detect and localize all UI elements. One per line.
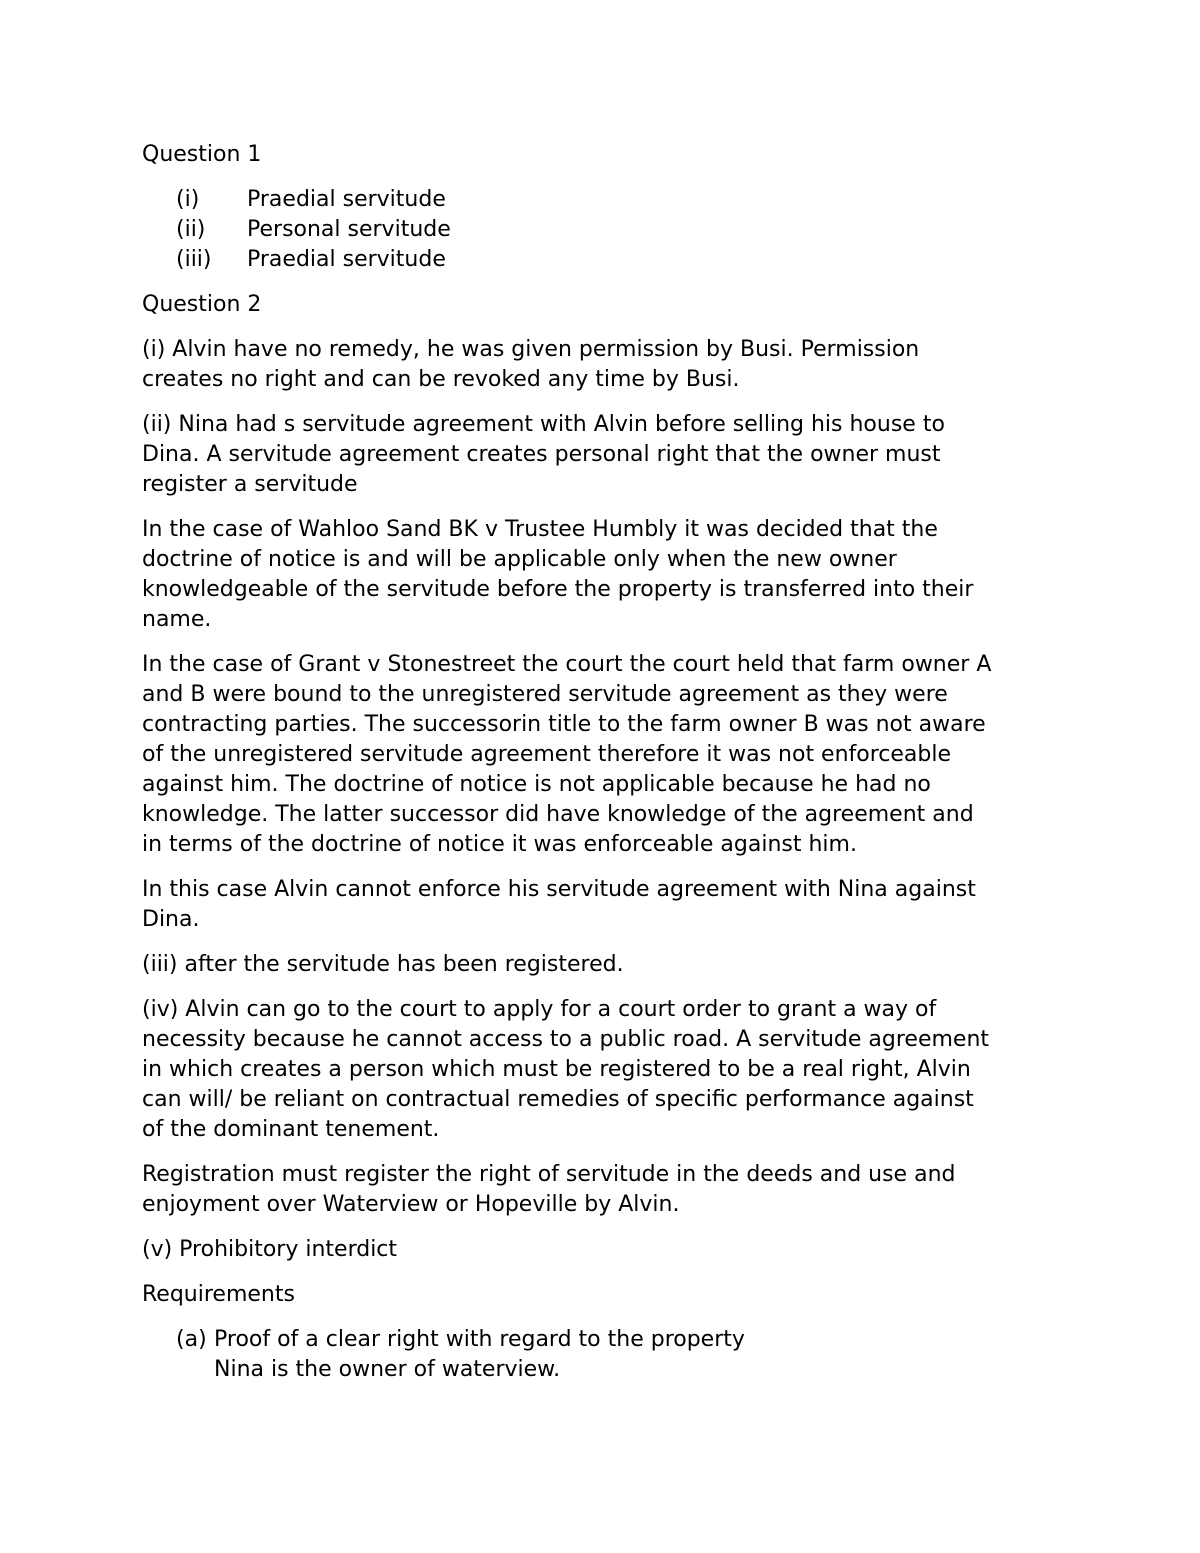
question-2-heading: Question 2 <box>142 292 262 317</box>
question-1-list <box>142 185 1072 275</box>
document-content <box>142 140 1072 1385</box>
list-marker: (ii) <box>176 217 206 242</box>
requirements-heading: Requirements <box>142 1282 295 1307</box>
list-marker: (a) <box>176 1327 207 1352</box>
list-item-text: Praedial servitude <box>247 247 446 272</box>
paragraph-q2-i: (i) Alvin have no remedy, he was given permission by Busi. Permission creates no right and can be revoked any time by Busi. <box>142 337 920 392</box>
paragraph-q2-iii: (iii) after the servitude has been registered. <box>142 952 624 977</box>
list-item-text: Personal servitude <box>247 217 451 242</box>
question-1-heading: Question 1 <box>142 142 262 167</box>
list-item <box>142 215 1072 245</box>
paragraph-conclusion: In this case Alvin cannot enforce his servitude agreement with Nina against Dina. <box>142 877 976 932</box>
paragraph-q2-iv: (iv) Alvin can go to the court to apply for a court order to grant a way of necessity because he cannot access to a public road. A servitude agreement in which creates a person which must be registered to be a real right, Alvin can will/ be reliant on contractual remedies of specific performance against of the dominant tenement. <box>142 997 990 1142</box>
list-marker: (iii) <box>176 247 212 272</box>
list-marker: (i) <box>176 187 200 212</box>
requirements-list <box>142 1325 1072 1385</box>
list-item-text: Praedial servitude <box>247 187 446 212</box>
paragraph-registration: Registration must register the right of servitude in the deeds and use and enjoyment over Waterview or Hopeville by Alvin. <box>142 1162 956 1217</box>
list-item <box>142 1325 1072 1385</box>
paragraph-wahloo-case: In the case of Wahloo Sand BK v Trustee Humbly it was decided that the doctrine of notice is and will be applicable only when the new owner knowledgeable of the servitude before the property is transferred into their name. <box>142 517 974 632</box>
paragraph-grant-case: In the case of Grant v Stonestreet the court the court held that farm owner A and B were bound to the unregistered servitude agreement as they were contracting parties. The successorin title to the farm owner B was not aware of the unregistered servitude agreement therefore it was not enforceable against him. The doctrine of notice is not applicable because he had no knowledge. The latter successor did have knowledge of the agreement and in terms of the doctrine of notice it was enforceable against him. <box>142 652 992 857</box>
paragraph-q2-ii: (ii) Nina had s servitude agreement with Alvin before selling his house to Dina. A servitude agreement creates personal right that the owner must register a servitude <box>142 412 945 497</box>
list-item <box>142 245 1072 275</box>
list-item <box>142 185 1072 215</box>
paragraph-q2-v: (v) Prohibitory interdict <box>142 1237 398 1262</box>
list-item-text: Proof of a clear right with regard to the property Nina is the owner of waterview. <box>214 1327 745 1382</box>
